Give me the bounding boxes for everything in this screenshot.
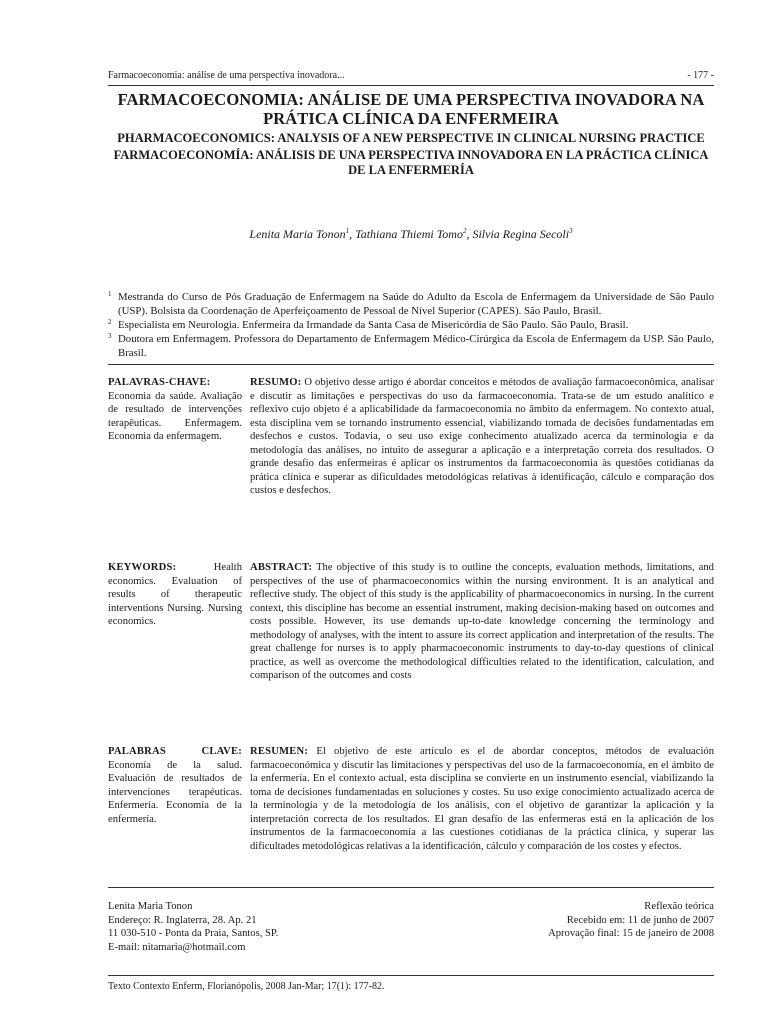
article-type: Reflexão teórica (644, 901, 714, 912)
abstract-text: El objetivo de este artículo es el de abordar conceptos, métodos de evaluación farmacoeconómica y discutir las limitaciones y perspectivas del uso de la farmacoeconomía, en el ámbito de la enfermería. En el contexto actual, esta disciplina se convierte en un instrumento esencial, viabilizando la toma de decisiones fundamentadas en soluciones y costes. Su uso exige conocimiento actualizado acerca de la terminología y de la metodología de los análisis, con el objetivo de garantizar la aplicación y la interpretación correcta de los resultados. El gran desafío de las enfermeras está en la aplicación de los instrumentos de la farmacoeconomía a las cuestiones cotidianas de la práctica clínica, y superar las dificultades metodológicas relativas a la identificación, cálculo y comparación de los costes y efectos. (250, 746, 714, 852)
abstract-text: O objetivo desse artigo é abordar conceitos e métodos de avaliação farmacoeconômica, analisar e discutir as limitações e perspectivas do uso da farmacoeconomia. Trata-se de um estudo analítico e reflexivo cujo objeto é a aplicabilidade da farmacoeconomia no âmbito da enfermagem. No contexto atual, esta disciplina vem se tornando instrumento essencial, viabilizando tomada de decisões fundamentadas em desfechos e custos. Todavia, o seu uso exige conhecimento atualizado acerca da terminologia e da metodologia das análises, no intuito de assegurar a aplicação e a interpretação correta dos resultados. O grande desafio das enfermeiras é aplicar os instrumentos da farmacoeconomia às questões cotidianas da prática clínica e superar as dificuldades metodológicas relativas à identificação, cálculo e comparação dos custos e desfechos. (250, 377, 714, 496)
keywords-label: PALABRAS CLAVE: (108, 746, 242, 757)
abstract-english (250, 561, 714, 683)
approved-date: Aprovação final: 15 de janeiro de 2008 (548, 928, 714, 939)
correspondence-address: Endereço: R. Inglaterra, 28. Ap. 21 (108, 914, 257, 926)
correspondence-email: E-mail: nitamaria@hotmail.com (108, 941, 246, 953)
page-number: - 177 - (687, 70, 714, 81)
author-name: Lenita Maria Tonon (249, 227, 346, 241)
affiliation (108, 332, 714, 360)
abstract-label: RESUMO: (250, 377, 302, 388)
title-portuguese: FARMACOECONOMIA: ANÁLISE DE UMA PERSPECTIVA INOVADORA NA PRÁTICA CLÍNICA DA ENFERMEIRA (117, 90, 705, 128)
author-sup: 3 (569, 227, 573, 235)
correspondence-name: Lenita Maria Tonon (108, 901, 193, 912)
correspondence-city: 11 030-510 - Ponta da Praia, Santos, SP. (108, 928, 279, 939)
correspondence (108, 900, 368, 954)
received-date: Recebido em: 11 de junho de 2007 (566, 914, 714, 926)
keywords-portuguese (108, 376, 242, 444)
journal-citation: Texto Contexto Enferm, Florianópolis, 2008 Jan-Mar; 17(1): 177-82. (108, 981, 385, 992)
author-name: Silvia Regina Secoli (472, 227, 570, 241)
article-meta (454, 900, 714, 941)
keywords-text: Economia da saúde. Avaliação de resultado de intervenções terapêuticas. Enfermagem. Economia da enfermagem. (108, 390, 242, 442)
author-list: Lenita Maria Tonon$^1$, Tathiana Thiemi Tomo$^2$, Silvia Regina Secoli$^3$ (249, 227, 573, 241)
affiliation-text: Doutora em Enfermagem. Professora do Departamento de Enfermagem Médico-Cirúrgica da Escola de Enfermagem da USP. São Paulo, Brasil. (118, 333, 714, 359)
correspondence-rule (108, 887, 714, 888)
author-sup: 1 (345, 227, 350, 235)
running-header-title: Farmacoeconomia: análise de uma perspectiva inovadora... (108, 70, 345, 81)
affiliation-number: 3 (108, 332, 112, 340)
affiliations (108, 290, 714, 360)
keywords-label: PALAVRAS-CHAVE: (108, 377, 211, 388)
affiliation-number: 2 (108, 318, 112, 326)
abstract-text: The objective of this study is to outline the concepts, evaluation methods, limitations, and perspectives of the use of pharmacoeconomics within the nursing environment. It is an analytical and reflective study. The object of this study is the applicability of pharmacoeconomics in nursing. In the current context, this discipline has become an essential instrument, making decision-making based on outcomes and costs possible. However, its use demands up-to-date knowledge concerning the terminology and methodology of analyses, with the intent to assure its correct application and interpretation of the results. The great challenge for nurses is to apply pharmacoeconomic instruments to day-to-day questions of clinical practice, as well as overcome the methodological difficulties related to the identification, calculation, and comparison of the outcomes and costs (250, 562, 714, 681)
author-sup: 2 (462, 227, 467, 235)
affiliation-number: 1 (108, 290, 112, 298)
abstract-label: ABSTRACT: (250, 562, 313, 573)
keywords-label: KEYWORDS: (108, 562, 177, 573)
running-header (108, 70, 714, 84)
keywords-text: Health economics. Evaluation of results of therapeutic interventions Nursing. Nursing economics. (108, 562, 242, 627)
header-rule (108, 85, 714, 86)
affiliation-text: Mestranda do Curso de Pós Graduação de Enfermagem na Saúde do Adulto da Escola de Enfermagem da Universidade de São Paulo (USP). Bolsista da Coordenação de Aperfeiçoamento de Pessoal de Nível Superior (CAPES). São Paulo, Brasil. (118, 291, 714, 317)
article-titles (108, 90, 714, 179)
title-english: PHARMACOECONOMICS: ANALYSIS OF A NEW PERSPECTIVE IN CLINICAL NURSING PRACTICE (117, 131, 705, 145)
keywords-text: Economía de la salud. Evaluación de resultados de intervenciones terapéuticas. Enfermería. Economía de la enfermería. (108, 759, 242, 825)
abstract-spanish (250, 745, 714, 853)
keywords-english (108, 561, 242, 629)
keywords-spanish (108, 745, 242, 826)
affiliation-text: Especialista em Neurologia. Enfermeira da Irmandade da Santa Casa de Misericórdia de São Paulo. São Paulo, Brasil. (118, 319, 629, 331)
affiliation (108, 290, 714, 318)
abstract-label: RESUMEN: (250, 746, 309, 757)
title-spanish: FARMACOECONOMÍA: ANÁLISIS DE UNA PERSPECTIVA INNOVADORA EN LA PRÁCTICA CLÍNICA DE LA ENFERMERÍA (113, 147, 709, 177)
abstract-portuguese (250, 376, 714, 498)
affiliations-rule (108, 364, 714, 365)
author-name: Tathiana Thiemi Tomo (355, 227, 463, 241)
affiliation (108, 318, 714, 332)
footer-rule (108, 975, 714, 976)
